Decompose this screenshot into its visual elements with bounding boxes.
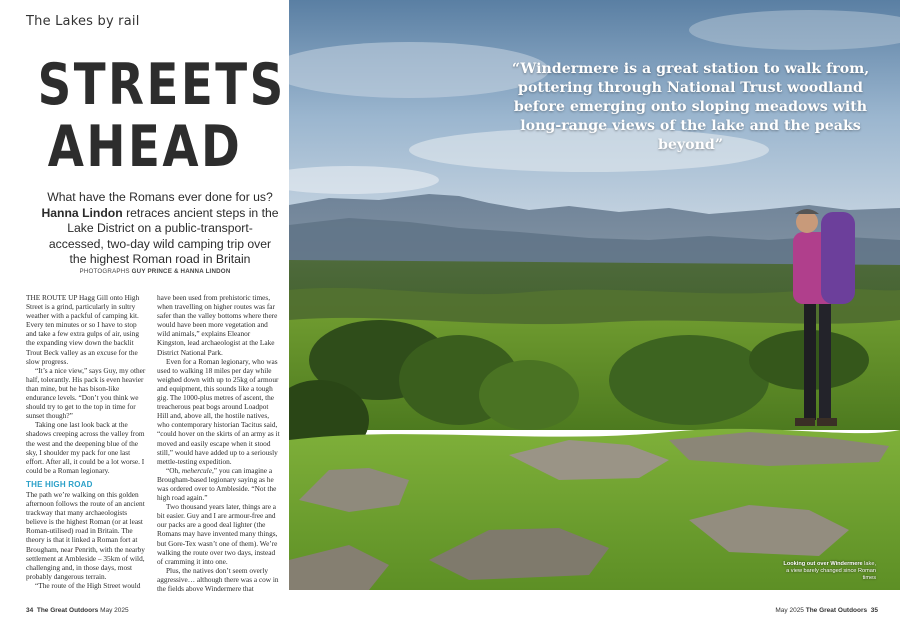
body-paragraph: Plus, the natives don’t seem overly aggressive… although there was a cow in the fields above Windermere that: [157, 565, 279, 593]
photo-credits: [30, 268, 280, 275]
body-paragraph: Two thousand years later, things are a bit easier. Guy and I are armour-free and our packs are a good deal lighter (the Romans may have invented many things, but Gore-Tex wasn’t one of them). We’re walking the route over two days, instead of cramming it into one.: [157, 502, 278, 566]
body-column-1: [26, 293, 147, 590]
left-page: [0, 0, 289, 635]
credits-label: PHOTOGRAPHS: [79, 268, 132, 275]
page-number-right: 35: [870, 607, 878, 614]
body-paragraph: THE ROUTE UP Hagg Gill onto High Street is a grind, particularly in sultry weather with a packful of camping kit. Every ten minutes or so I have to stop and take a few extra gulps of air, using the expanding view down the backlit Trout Beck valley as an excuse for the slow progress.: [26, 293, 140, 366]
body-paragraph: “The route of the High Street would: [35, 580, 141, 590]
subheading-high-road: THE HIGH ROAD: [26, 479, 93, 489]
body-paragraph: [157, 466, 280, 502]
page-number-left: 34: [26, 607, 34, 614]
body-paragraph: Even for a Roman legionary, who was used to walking 18 miles per day while weighed down with up to 25kg of armour and equipment, this sounds like a tough gig. The 1000-plus metres of ascent, the treacherous peat bogs around Loadpot Hill and, above all, the hostile natives, who contemporary historian Tacitus said, “could hover on the skirts of an army as it moved and easily escape when it stood still,” would have added up to a seriously mettle-testing expedition.: [157, 356, 280, 466]
standfirst-author: Hanna Lindon: [41, 205, 123, 220]
pull-quote: “Windermere is a great station to walk from, pottering through National Trust woodland before emerging onto sloping meadows with long-range views of the lake and the peaks beyond”: [511, 61, 870, 153]
folio-left: [26, 607, 129, 614]
magazine-name-left: The Great Outdoors: [36, 607, 99, 614]
photo-caption: [780, 561, 876, 582]
standfirst: [40, 190, 280, 268]
body-paragraph: The path we’re walking on this golden afternoon follows the route of an ancient trackway that many archaeologists believe is the highest Roman (or at least Roman-utilised) road in Britain. The theory is that it linked a Roman fort at Brougham, near Penrith, with the nearby settlement at Ambleside – 35km of wild, challenging and, in those days, most probably dangerous terrain.: [26, 489, 145, 581]
standfirst-summary: retraces ancient steps in the Lake District on a public-transport-accessed, two-day wild camping trip over the highest Roman road in Britain: [48, 205, 279, 267]
headline: [14, 52, 286, 180]
quote-rest: ,” you can imagine a Brougham-based legionary saying as he was ordered over to Ambleside. “Not the high road again.”: [157, 465, 277, 503]
issue-date-left: May 2025: [100, 607, 129, 614]
headline-line-1: STREETS: [37, 52, 286, 118]
caption-bold: Looking out over Windermere: [783, 561, 863, 567]
standfirst-question: What have the Romans ever done for us?: [47, 190, 273, 204]
body-column-2: [157, 293, 280, 593]
body-paragraph: “It’s a nice view,” says Guy, my other half, tolerantly. His pack is even heavier than mine, but he has bison-like endurance levels. “Don’t you think we should try to get to the top in time for sunset though?”: [26, 365, 146, 421]
body-paragraph: have been used from prehistoric times, when travelling on higher routes was far safer than the valley bottoms where there would have been more vegetation and wild animals,” explains Eleanor Kingston, lead archaeologist at the Lake District National Park.: [157, 293, 278, 357]
credits-names: GUY PRINCE & HANNA LINDON: [131, 268, 231, 275]
caption-rest: lake, a view barely changed since Roman times: [786, 561, 876, 581]
magazine-name-right: The Great Outdoors: [805, 607, 868, 614]
section-tag: The Lakes by rail: [26, 14, 140, 29]
body-paragraph: Taking one last look back at the shadows creeping across the valley from the west and the deepening blue of the sky, I shoulder my pack for one last effort. After all, it could be a lot worse. I could be a Roman legionary.: [26, 420, 145, 475]
issue-date-right: May 2025: [775, 607, 804, 614]
quote-start: “Oh,: [166, 465, 182, 475]
latin-word: mehercule: [181, 465, 212, 475]
folio-right: [775, 607, 878, 614]
headline-line-2: AHEAD: [47, 114, 243, 180]
